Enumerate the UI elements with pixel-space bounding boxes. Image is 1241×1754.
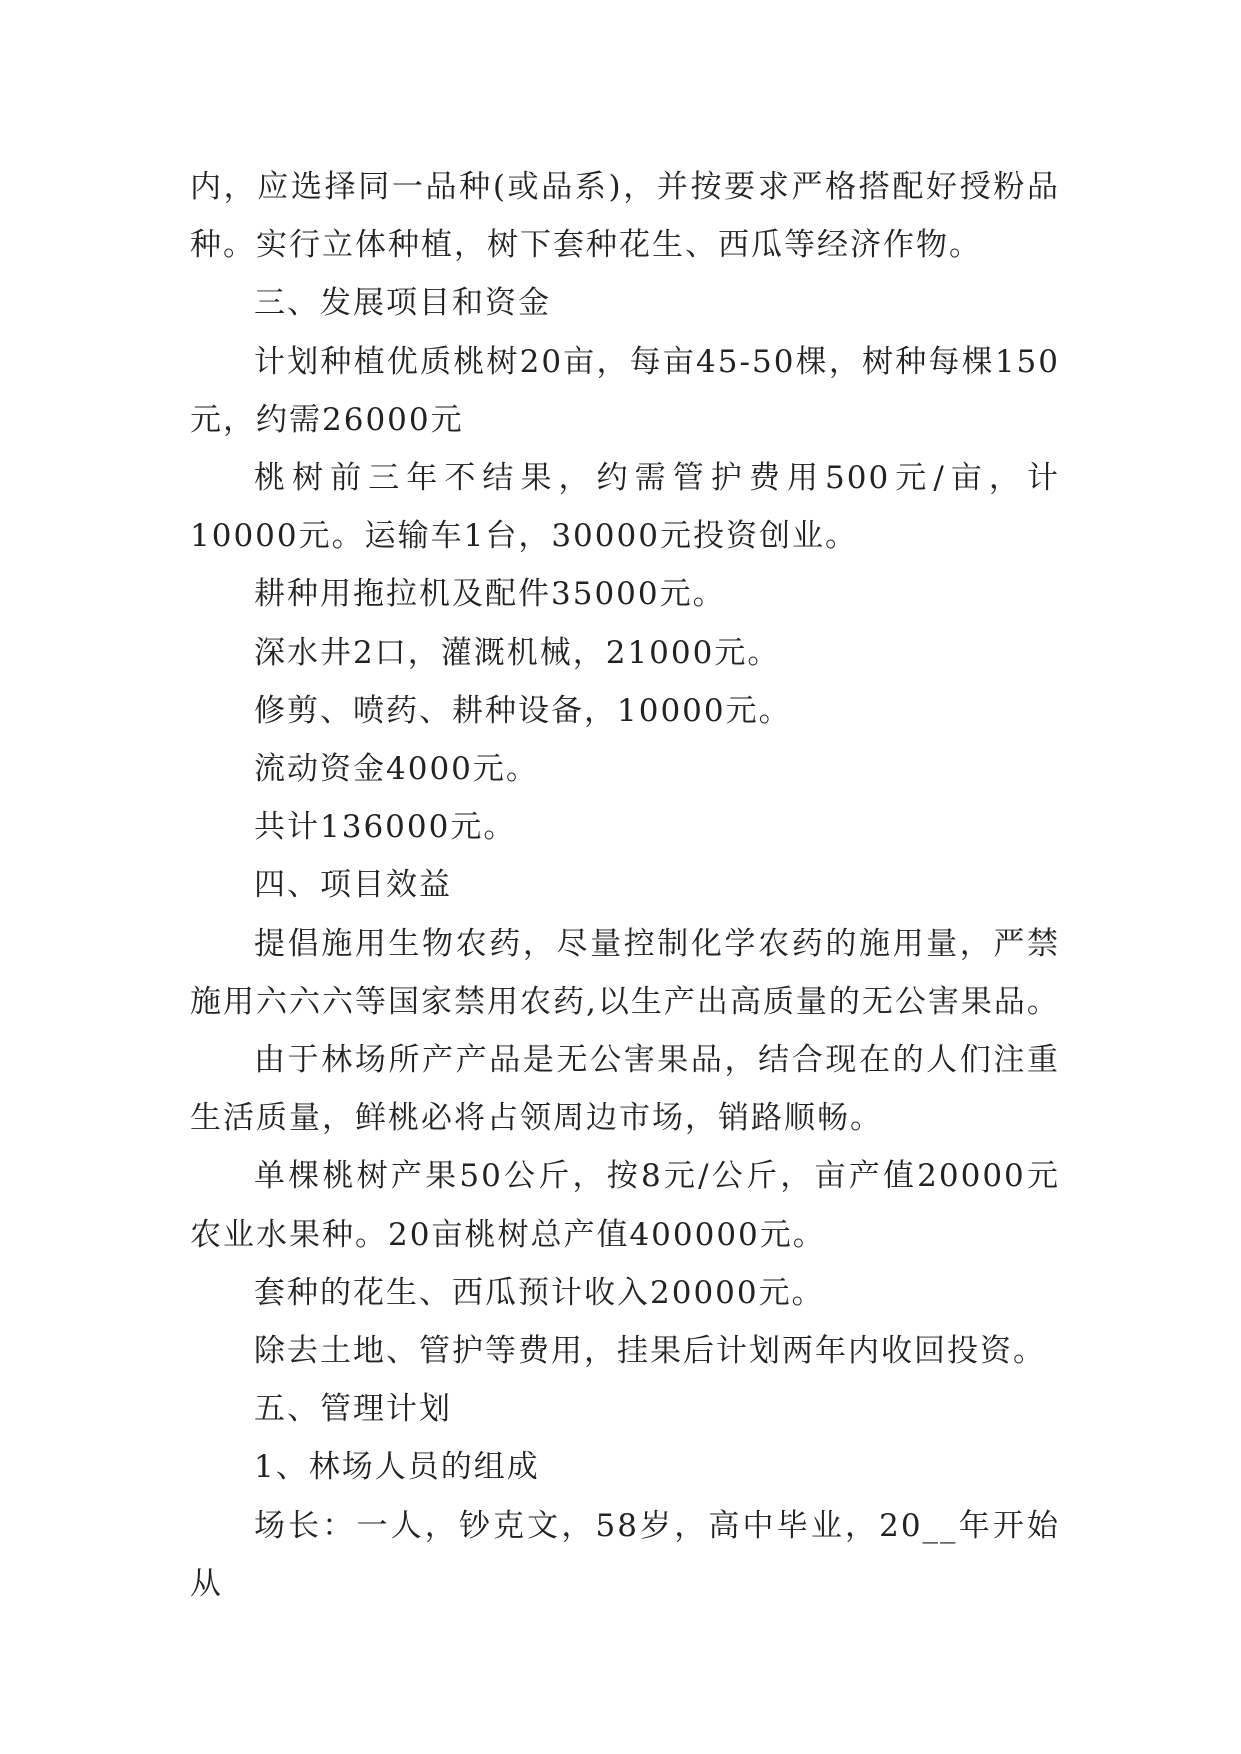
- section-heading-3: 三、发展项目和资金: [254, 285, 551, 322]
- document-body: [190, 158, 1060, 1613]
- subsection-heading-1: 1、林场人员的组成: [254, 1449, 540, 1486]
- paragraph-12: 由于林场所产产品是无公害果品，结合现在的人们注重生活质量，鲜桃必将占领周边市场，销路顺畅。: [190, 1042, 1060, 1137]
- paragraph-15: 除去土地、管护等费用，挂果后计划两年内收回投资。: [254, 1333, 1046, 1370]
- paragraph-6: 深水井2口，灌溉机械，21000元。: [254, 634, 781, 671]
- paragraph-1: 内，应选择同一品种(或品系)，并按要求严格搭配好授粉品种。实行立体种植，树下套种花生、西瓜等经济作物。: [190, 169, 1060, 264]
- paragraph-7: 修剪、喷药、耕种设备，10000元。: [254, 692, 792, 729]
- paragraph-8: 流动资金4000元。: [254, 751, 539, 788]
- section-heading-4: 四、项目效益: [254, 867, 452, 904]
- paragraph-18: 场长：一人，钞克文，58岁，高中毕业，20__年开始从: [190, 1507, 1060, 1602]
- paragraph-9: 共计136000元。: [254, 809, 517, 846]
- paragraph-14: 套种的花生、西瓜预计收入20000元。: [254, 1274, 825, 1311]
- section-heading-5: 五、管理计划: [254, 1391, 452, 1428]
- paragraph-13: 单棵桃树产果50公斤，按8元/公斤，亩产值20000元农业水果种。20亩桃树总产值400000元。: [190, 1158, 1060, 1253]
- paragraph-4: 桃树前三年不结果，约需管护费用500元/亩，计10000元。运输车1台，30000元投资创业。: [190, 460, 1060, 555]
- paragraph-5: 耕种用拖拉机及配件35000元。: [254, 576, 726, 613]
- paragraph-11: 提倡施用生物农药，尽量控制化学农药的施用量，严禁施用六六六等国家禁用农药,以生产出高质量的无公害果品。: [190, 925, 1060, 1020]
- paragraph-3: 计划种植优质桃树20亩，每亩45-50棵，树种每棵150元，约需26000元: [190, 343, 1060, 438]
